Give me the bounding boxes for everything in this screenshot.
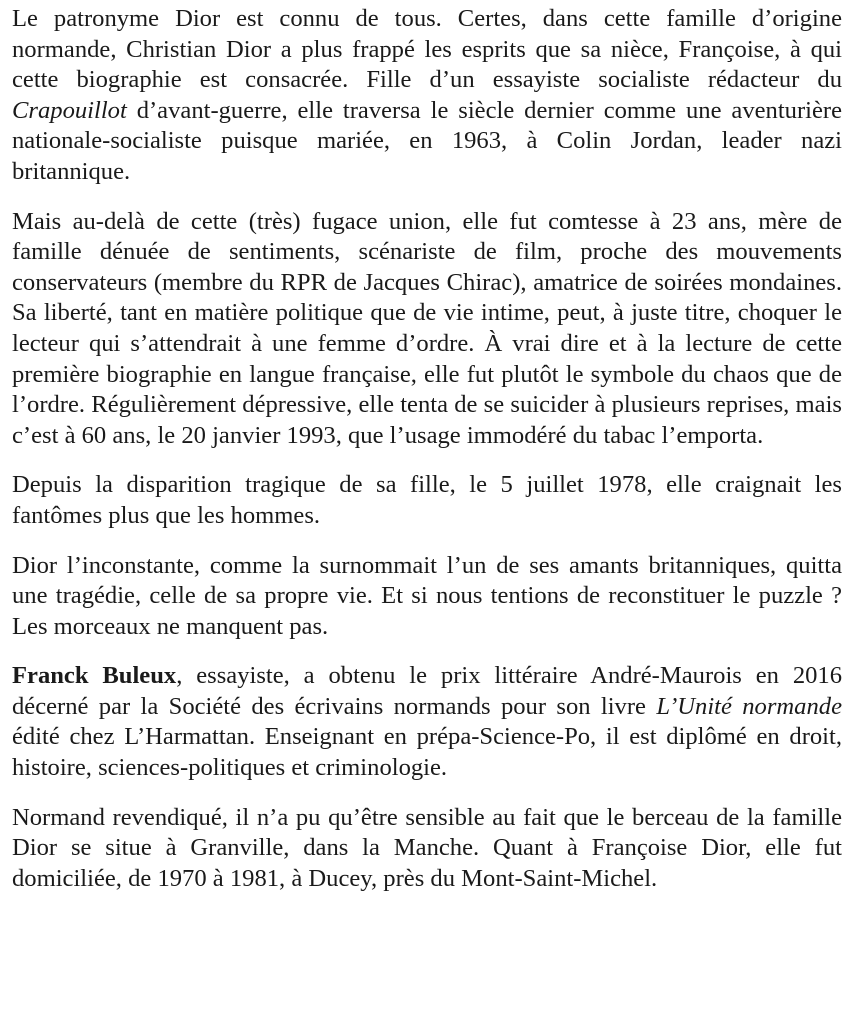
author-name: Franck Buleux bbox=[12, 662, 177, 690]
intro-text-end: d’avant-guerre, elle traversa le siècle dernier comme une aventurière nationale-socialiste puisque mariée, en 1963, à Colin Jordan, leader nazi britannique. bbox=[12, 96, 842, 185]
paragraph-life: Mais au-delà de cette (très) fugace union, elle fut comtesse à 23 ans, mère de famille dénuée de sentiments, scénariste de film, proche des mouvements conservateurs (membre du RPR de Jacques Chirac), amatrice de soirées mondaines. Sa liberté, tant en matière politique que de vie intime, peut, à juste titre, choquer le lecteur qui s’attendrait à une femme d’ordre. À vrai dire et à la lecture de cette première biographie en langue française, elle fut plutôt le symbole du chaos que de l’ordre. Régulièrement dépressive, elle tenta de se suicider à plusieurs reprises, mais c’est à 60 ans, le 20 janvier 1993, que l’usage immodéré du tabac l’emporta. bbox=[12, 207, 842, 449]
paragraph-author-bio bbox=[12, 661, 842, 783]
paragraph-intro bbox=[12, 4, 842, 188]
paragraph-daughter: Depuis la disparition tragique de sa fille, le 5 juillet 1978, elle craignait les fantômes plus que les hommes. bbox=[12, 471, 842, 529]
magazine-title: Crapouillot bbox=[12, 96, 127, 124]
intro-text-start: Le patronyme Dior est connu de tous. Certes, dans cette famille d’origine normande, Christian Dior a plus frappé les esprits que sa nièce, Françoise, à qui cette biographie est consacrée. Fille d’un essayiste socialiste rédacteur du bbox=[12, 5, 842, 94]
paragraph-puzzle: Dior l’inconstante, comme la surnommait l’un de ses amants britanniques, quitta une tragédie, celle de sa propre vie. Et si nous tentions de reconstituer le puzzle ? Les morceaux ne manquent pas. bbox=[12, 551, 842, 640]
author-bio-text-start: , essayiste, a obtenu le prix littéraire André-Maurois en 2016 décerné par la Société des écrivains normands pour son livre bbox=[12, 662, 843, 720]
book-title: L’Unité normande bbox=[656, 692, 842, 720]
paragraph-normandy: Normand revendiqué, il n’a pu qu’être sensible au fait que le berceau de la famille Dior se situe à Granville, dans la Manche. Quant à Françoise Dior, elle fut domiciliée, de 1970 à 1981, à Ducey, près du Mont-Saint-Michel. bbox=[12, 803, 842, 892]
author-bio-text-end: édité chez L’Harmattan. Enseignant en prépa-Science-Po, il est diplômé en droit, histoire, sciences-politiques et criminologie. bbox=[12, 723, 842, 782]
